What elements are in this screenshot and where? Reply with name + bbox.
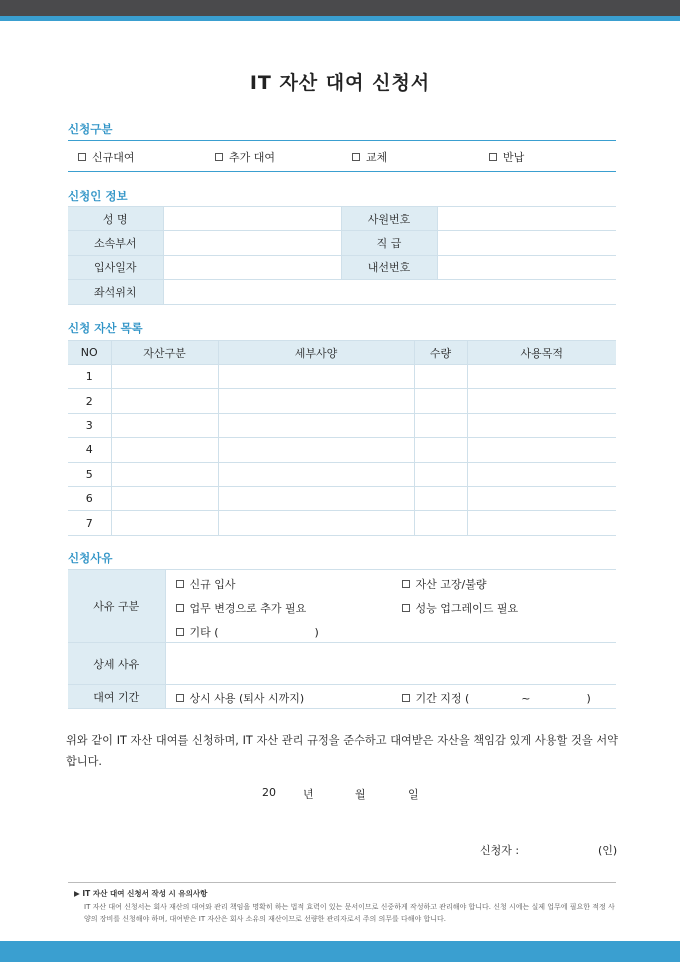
period-options xyxy=(165,685,616,709)
header-bar-dark xyxy=(0,0,680,16)
cell-asset-type[interactable] xyxy=(111,389,218,413)
checkbox-permanent-use[interactable]: 상시 사용 (퇴사 시까지) xyxy=(176,690,305,706)
input-rank[interactable] xyxy=(437,231,616,255)
checkbox-icon[interactable] xyxy=(78,153,86,161)
cell-asset-type[interactable] xyxy=(111,511,218,535)
checkbox-icon[interactable] xyxy=(176,580,184,588)
row-number: 5 xyxy=(68,462,111,486)
checkbox-icon[interactable] xyxy=(176,694,184,702)
cell-purpose[interactable] xyxy=(467,389,616,413)
date-year-label: 년 xyxy=(303,788,314,801)
checkbox-asset-failure[interactable]: 자산 고장/불량 xyxy=(402,576,487,592)
page-title: IT 자산 대여 신청서 xyxy=(249,72,431,94)
checkbox-work-change[interactable]: 업무 변경으로 추가 필요 xyxy=(176,600,307,616)
label-rental-period: 대여 기간 xyxy=(68,685,165,709)
applicant-info-table xyxy=(68,206,616,305)
checkbox-fixed-period[interactable]: 기간 지정 ( ~ ) xyxy=(402,690,591,706)
section-title-applicant: 신청인 정보 xyxy=(68,189,128,203)
label-seat: 좌석위치 xyxy=(68,280,163,304)
cell-spec[interactable] xyxy=(218,389,414,413)
cell-asset-type[interactable] xyxy=(111,413,218,437)
header-purpose: 사용목적 xyxy=(467,341,616,365)
checkbox-additional-rental[interactable]: 추가 대여 xyxy=(215,149,275,165)
label-name: 성 명 xyxy=(68,207,163,231)
checkbox-return[interactable]: 반납 xyxy=(489,149,524,165)
checkbox-performance-upgrade[interactable]: 성능 업그레이드 필요 xyxy=(402,600,519,616)
row-number: 2 xyxy=(68,389,111,413)
checkbox-new-rental[interactable]: 신규대여 xyxy=(78,149,135,165)
row-number: 3 xyxy=(68,413,111,437)
header-bar-accent xyxy=(0,16,680,21)
signer-seal: (인) xyxy=(598,844,618,857)
cell-spec[interactable] xyxy=(218,438,414,462)
cell-quantity[interactable] xyxy=(414,462,467,486)
table-row xyxy=(68,389,616,413)
date-year-prefix: 20 xyxy=(262,786,276,799)
table-row xyxy=(68,438,616,462)
checkbox-icon[interactable] xyxy=(402,580,410,588)
cell-purpose[interactable] xyxy=(467,438,616,462)
checkbox-replacement[interactable]: 교체 xyxy=(352,149,387,165)
cell-purpose[interactable] xyxy=(467,462,616,486)
checkbox-new-hire[interactable]: 신규 입사 xyxy=(176,576,236,592)
input-join-date[interactable] xyxy=(163,255,341,279)
label-department: 소속부서 xyxy=(68,231,163,255)
label-employee-no: 사원번호 xyxy=(341,207,437,231)
checkbox-icon[interactable] xyxy=(489,153,497,161)
header-asset-type: 자산구분 xyxy=(111,341,218,365)
label-extension: 내선번호 xyxy=(341,255,437,279)
table-row xyxy=(68,511,616,535)
cell-purpose[interactable] xyxy=(467,413,616,437)
input-extension[interactable] xyxy=(437,255,616,279)
cell-quantity[interactable] xyxy=(414,438,467,462)
section-title-reason: 신청사유 xyxy=(68,551,113,565)
reason-options xyxy=(165,570,616,643)
cell-spec[interactable] xyxy=(218,462,414,486)
cell-purpose[interactable] xyxy=(467,511,616,535)
header-no: NO xyxy=(68,341,111,365)
table-row xyxy=(68,365,616,389)
footer-bar xyxy=(0,941,680,962)
table-row xyxy=(68,413,616,437)
section-divider xyxy=(68,171,616,172)
note-body: IT 자산 대여 신청서는 회사 재산의 대여와 관리 책임을 명확히 하는 법적 효력이 있는 문서이므로 신중하게 작성하고 관리해야 합니다. 신청 시에는 실제 업무에 필요한 적정 사양의 장비를 신청해야 하며, 대여받은 IT 자산은 회사 소유의 재산이므로 선량한 관리자로서 주의 의무를 다해야 합니다. xyxy=(84,903,615,923)
input-seat[interactable] xyxy=(163,280,616,304)
cell-spec[interactable] xyxy=(218,486,414,510)
checkbox-icon[interactable] xyxy=(176,628,184,636)
section-title-assets: 신청 자산 목록 xyxy=(68,321,143,335)
input-name[interactable] xyxy=(163,207,341,231)
asset-list-table xyxy=(68,340,616,536)
checkbox-icon[interactable] xyxy=(402,604,410,612)
table-row xyxy=(68,462,616,486)
section-divider xyxy=(68,140,616,141)
cell-spec[interactable] xyxy=(218,511,414,535)
row-number: 6 xyxy=(68,486,111,510)
checkbox-icon[interactable] xyxy=(402,694,410,702)
cell-asset-type[interactable] xyxy=(111,486,218,510)
cell-asset-type[interactable] xyxy=(111,462,218,486)
label-rank: 직 급 xyxy=(341,231,437,255)
cell-spec[interactable] xyxy=(218,365,414,389)
date-day-label: 일 xyxy=(408,788,419,801)
cell-quantity[interactable] xyxy=(414,389,467,413)
row-number: 7 xyxy=(68,511,111,535)
cell-quantity[interactable] xyxy=(414,486,467,510)
checkbox-icon[interactable] xyxy=(352,153,360,161)
cell-purpose[interactable] xyxy=(467,365,616,389)
checkbox-icon[interactable] xyxy=(215,153,223,161)
checkbox-other[interactable]: 기타 ( ) xyxy=(176,624,319,640)
label-join-date: 입사일자 xyxy=(68,255,163,279)
reason-table xyxy=(68,569,616,709)
input-employee-no[interactable] xyxy=(437,207,616,231)
header-quantity: 수량 xyxy=(414,341,467,365)
cell-asset-type[interactable] xyxy=(111,438,218,462)
cell-quantity[interactable] xyxy=(414,413,467,437)
header-spec: 세부사양 xyxy=(218,341,414,365)
checkbox-icon[interactable] xyxy=(176,604,184,612)
section-title-type: 신청구분 xyxy=(68,122,113,136)
cell-quantity[interactable] xyxy=(414,365,467,389)
pledge-text: 위와 같이 IT 자산 대여를 신청하며, IT 자산 관리 규정을 준수하고 대여받은 자산을 책임감 있게 사용할 것을 서약합니다. xyxy=(66,734,618,768)
note-title: ▶ IT 자산 대여 신청서 작성 시 유의사항 xyxy=(74,889,208,898)
label-reason-type: 사유 구분 xyxy=(68,570,165,643)
input-detail-reason[interactable] xyxy=(165,643,616,685)
cell-asset-type[interactable] xyxy=(111,365,218,389)
label-detail-reason: 상세 사유 xyxy=(68,643,165,685)
table-row xyxy=(68,486,616,510)
note-divider xyxy=(68,882,616,883)
cell-quantity[interactable] xyxy=(414,511,467,535)
date-month-label: 월 xyxy=(355,788,366,801)
row-number: 1 xyxy=(68,365,111,389)
row-number: 4 xyxy=(68,438,111,462)
input-department[interactable] xyxy=(163,231,341,255)
signer-label: 신청자 : xyxy=(480,844,520,857)
cell-spec[interactable] xyxy=(218,413,414,437)
cell-purpose[interactable] xyxy=(467,486,616,510)
